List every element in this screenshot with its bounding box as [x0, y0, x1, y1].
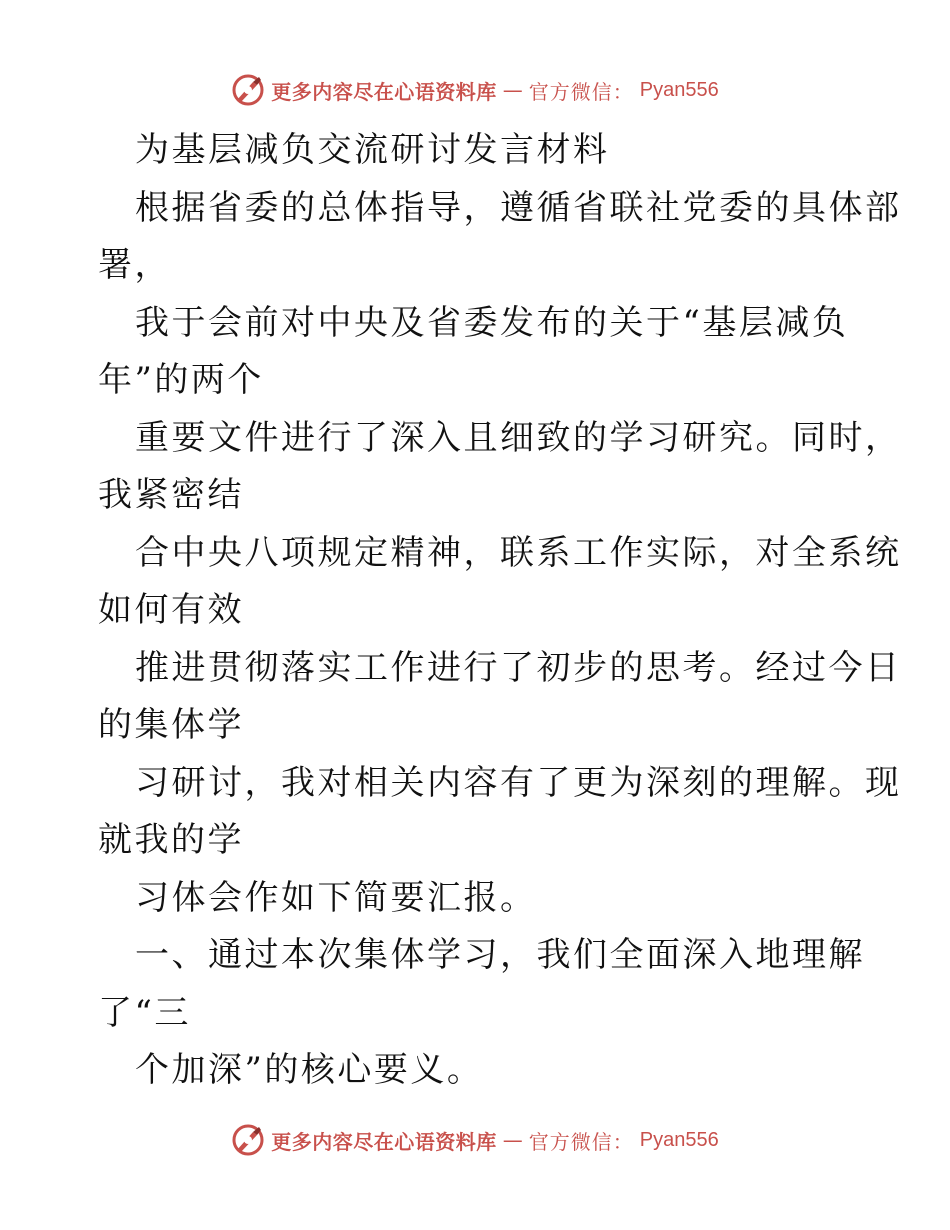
watermark-dash: —	[502, 78, 523, 102]
text-line: 一、通过本次集体学习，我们全面深入地理解	[135, 935, 865, 975]
text-line: 推进贯彻落实工作进行了初步的思考。经过今日	[135, 647, 902, 688]
watermark-text: 更多内容尽在心语资料库	[271, 79, 497, 104]
text-line: 署，	[98, 245, 171, 285]
pen-logo-icon	[231, 1123, 265, 1157]
text-line: 习研讨，我对相关内容有了更为深刻的理解。现	[135, 762, 902, 803]
watermark-wechat-label: 官方微信：	[528, 1129, 634, 1154]
header-watermark	[0, 70, 950, 110]
text-line: 就我的学	[98, 820, 244, 860]
text-line: 了“三	[98, 992, 191, 1033]
watermark-wechat-id: Pyan556	[639, 1128, 719, 1151]
watermark-wechat-id: Pyan556	[639, 78, 719, 101]
text-line: 习体会作如下简要汇报。	[135, 877, 537, 918]
text-line: 重要文件进行了深入且细致的学习研究。同时，	[135, 417, 902, 458]
watermark-wechat-label: 官方微信：	[528, 79, 634, 104]
footer-watermark	[0, 1120, 950, 1160]
text-line: 我紧密结	[98, 475, 244, 515]
text-line: 年”的两个	[98, 360, 264, 400]
watermark-dash: —	[502, 1128, 523, 1152]
text-line: 如何有效	[98, 590, 244, 630]
document-title: 为基层减负交流研讨发言材料	[135, 130, 610, 170]
text-line: 的集体学	[98, 705, 244, 745]
text-line: 我于会前对中央及省委发布的关于“基层减负	[135, 302, 849, 343]
text-line: 个加深”的核心要义。	[135, 1050, 484, 1090]
watermark-text: 更多内容尽在心语资料库	[271, 1129, 497, 1154]
text-line: 合中央八项规定精神，联系工作实际，对全系统	[135, 532, 902, 573]
document-body	[98, 122, 902, 1100]
text-line: 根据省委的总体指导，遵循省联社党委的具体部	[135, 187, 902, 228]
pen-logo-icon	[231, 73, 265, 107]
